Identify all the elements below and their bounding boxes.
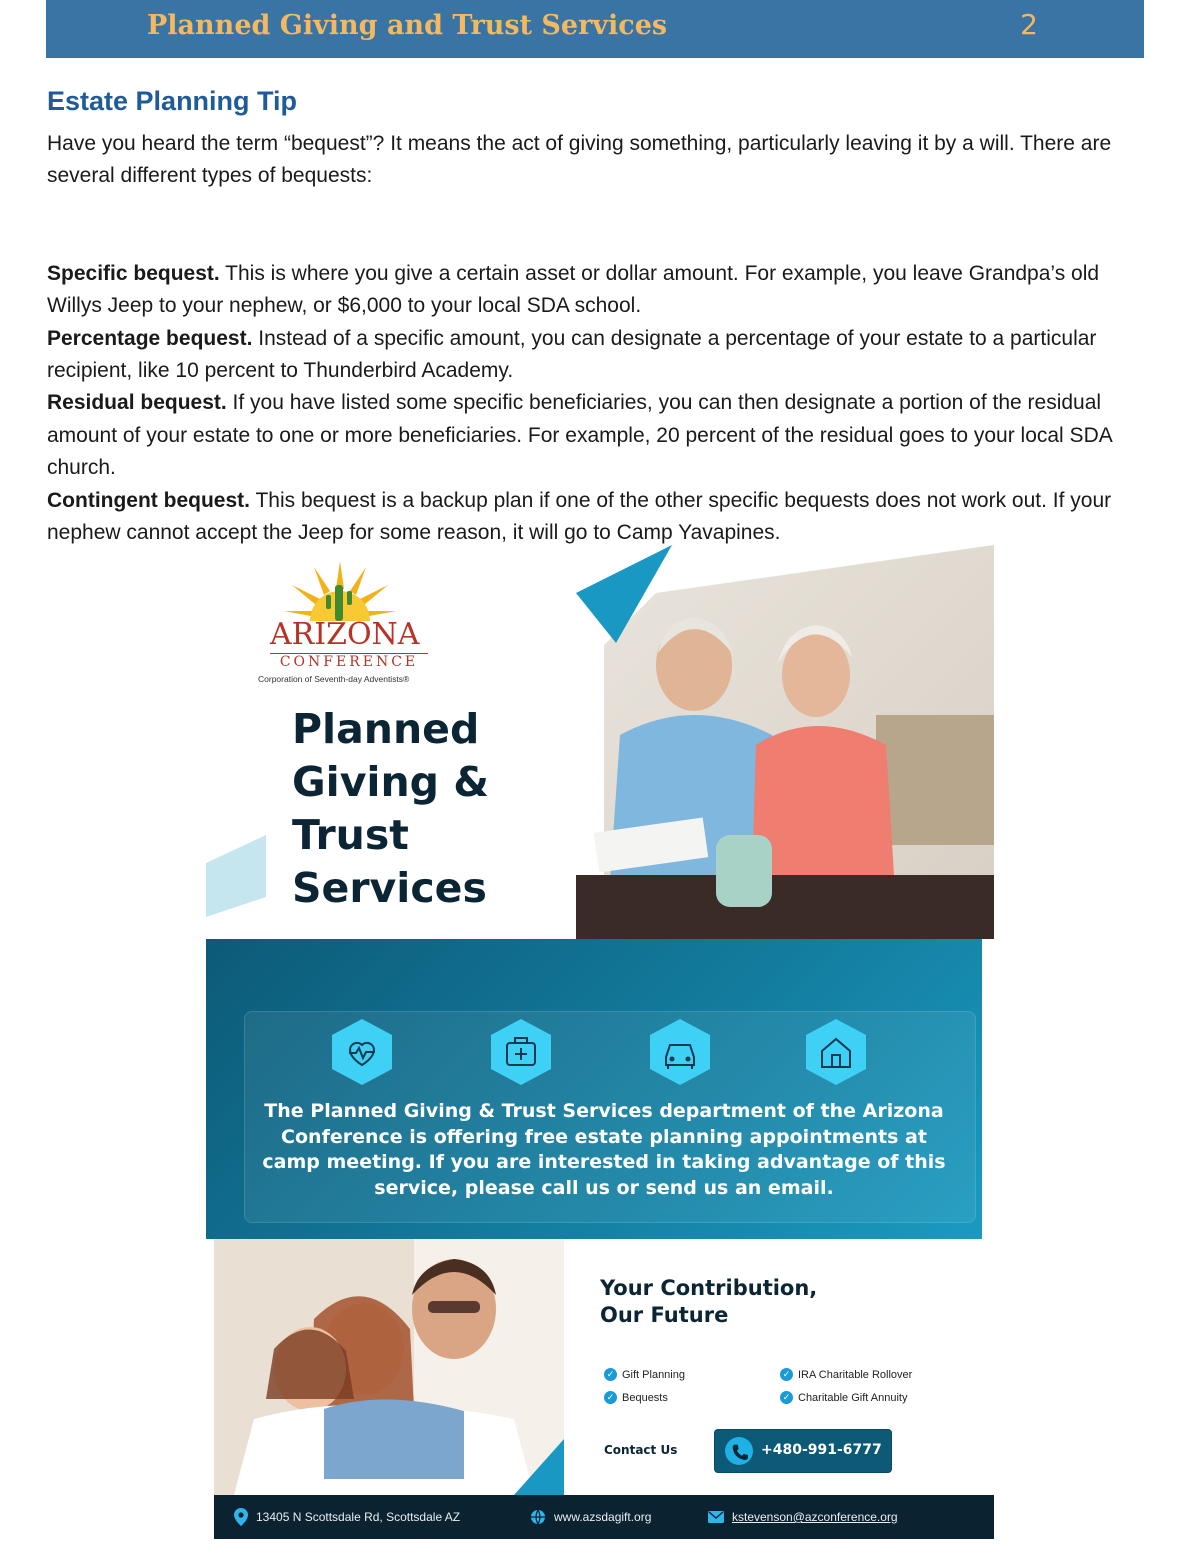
check-icon: ✓ <box>780 1368 793 1381</box>
bequest-term: Contingent bequest. <box>47 488 250 512</box>
page-number: 2 <box>1020 8 1038 41</box>
service-label: Charitable Gift Annuity <box>798 1391 908 1404</box>
check-icon: ✓ <box>780 1391 793 1404</box>
address-text: 13405 N Scottsdale Rd, Scottsdale AZ <box>256 1510 461 1524</box>
contribution-heading <box>600 1275 817 1329</box>
email-item[interactable] <box>708 1495 898 1539</box>
flyer-title <box>292 703 532 915</box>
contribution-heading-line: Your Contribution, <box>600 1276 818 1300</box>
check-icon: ✓ <box>604 1391 617 1404</box>
logo-subtitle: CONFERENCE <box>270 653 428 670</box>
service-label: IRA Charitable Rollover <box>798 1368 913 1381</box>
logo-name: ARIZONA <box>270 617 420 652</box>
phone-icon <box>725 1437 753 1465</box>
flyer-title-line: Trust <box>292 811 409 859</box>
bequest-paragraph <box>47 387 1147 484</box>
contribution-heading-line: Our Future <box>600 1303 729 1327</box>
header-bar <box>46 0 1144 58</box>
website-link[interactable]: www.azsdagift.org <box>554 1510 652 1524</box>
phone-button[interactable] <box>714 1429 892 1473</box>
mail-icon <box>708 1511 724 1523</box>
service-item <box>780 1368 912 1381</box>
bequest-text: Instead of a specific amount, you can designate a percentage of your estate to a particular recipient, like 10 percent to Thunderbird Academy. <box>47 326 1097 383</box>
bequest-paragraph <box>47 323 1147 388</box>
article-intro: Have you heard the term “bequest”? It means the act of giving something, particularly leaving it by a will. There are several different types of bequests: <box>47 132 1112 188</box>
location-pin-icon <box>234 1508 248 1526</box>
check-icon: ✓ <box>604 1368 617 1381</box>
bequest-term: Specific bequest. <box>47 261 220 285</box>
arizona-conference-logo <box>230 553 420 684</box>
service-item <box>604 1368 685 1381</box>
address-item <box>234 1495 460 1539</box>
senior-couple-photo <box>576 545 994 939</box>
logo-corporation: Corporation of Seventh-day Adventists® <box>258 674 410 684</box>
info-panel <box>206 939 982 1239</box>
bequest-text: This is where you give a certain asset or dollar amount. For example, you leave Grandpa’s old Willys Jeep to your nephew, or $6,000 to your local SDA school. <box>47 261 1100 318</box>
bequest-paragraph <box>47 485 1147 550</box>
service-label: Bequests <box>622 1391 668 1404</box>
flyer-footer <box>214 1495 994 1539</box>
bequest-text: This bequest is a backup plan if one of the other specific bequests does not work out. If your nephew cannot accept the Jeep for some reason, it will go to Camp Yavapines. <box>47 488 1112 545</box>
bequest-term: Percentage bequest. <box>47 326 253 350</box>
globe-icon <box>530 1509 546 1525</box>
email-link[interactable]: kstevenson@azconference.org <box>732 1510 898 1524</box>
medical-kit-icon <box>487 1017 555 1087</box>
service-label: Gift Planning <box>622 1368 685 1381</box>
article-body <box>47 128 1147 549</box>
flyer-title-line: Giving & <box>292 758 490 806</box>
flyer <box>206 545 994 1545</box>
service-item <box>604 1391 668 1404</box>
car-icon <box>646 1017 714 1087</box>
website-item[interactable] <box>530 1495 651 1539</box>
family-photo <box>214 1239 564 1495</box>
section-heading: Estate Planning Tip <box>47 86 298 116</box>
phone-number: +480-991-6777 <box>761 1442 882 1458</box>
bequest-paragraph <box>47 258 1147 323</box>
bequest-term: Residual bequest. <box>47 391 227 415</box>
heart-pulse-icon <box>328 1017 396 1087</box>
sun-cactus-icon <box>280 555 400 625</box>
info-panel-text: The Planned Giving & Trust Services department of the Arizona Conference is offering free estate planning appointments at camp meeting. If you are interested in taking advantage of this service, please call us or send us an email. <box>262 1100 946 1199</box>
house-icon <box>802 1017 870 1087</box>
contact-label: Contact Us <box>604 1443 678 1457</box>
bequest-text: If you have listed some specific beneficiaries, you can then designate a portion of the residual amount of your estate to one or more beneficiaries. For example, 20 percent of the residual goes to your local SDA church. <box>47 391 1112 480</box>
service-item <box>780 1391 907 1404</box>
flyer-title-line: Planned <box>292 705 480 753</box>
header-title: Planned Giving and Trust Services <box>147 10 668 41</box>
flyer-title-line: Services <box>292 864 487 912</box>
